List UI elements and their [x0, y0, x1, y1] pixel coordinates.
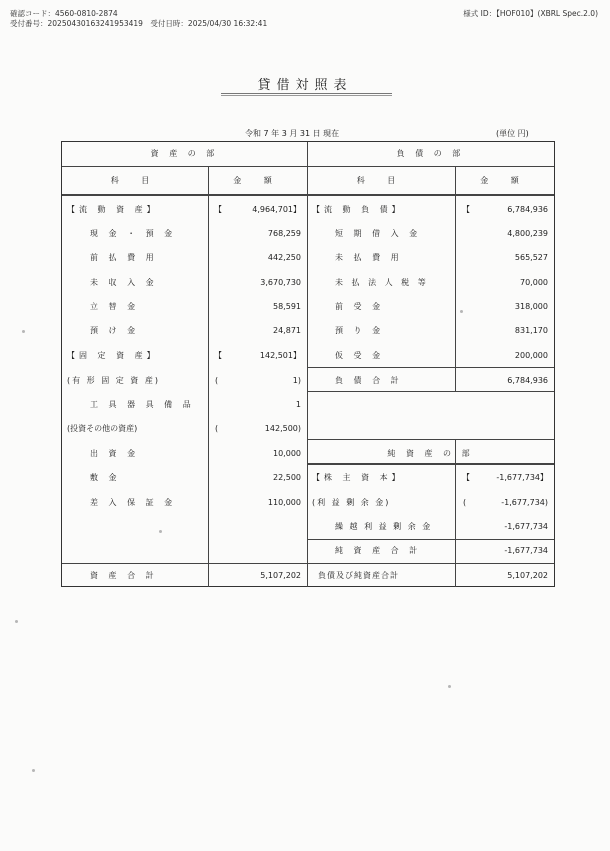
scan-speck — [32, 769, 35, 772]
liability-label: 【流 動 負 債】 — [312, 205, 404, 214]
title-underline — [221, 93, 392, 94]
form-id: 様式 ID：【HOF010】(XBRL Spec.2.0) — [463, 9, 598, 18]
scan-speck — [460, 310, 463, 313]
net-assets-total-label: 純 資 産 合 計 — [335, 546, 422, 555]
liability-label: 預 り 金 — [335, 326, 385, 335]
net-asset-amount: -1,677,734) — [501, 498, 548, 507]
asset-bracket: 【 — [214, 351, 222, 360]
asset-amount: 24,871 — [273, 326, 301, 335]
net-asset-bracket: ( — [463, 498, 467, 507]
asset-amount: 142,501】 — [259, 351, 301, 360]
liabilities-item-header: 科 目 — [356, 176, 406, 185]
divider — [307, 463, 554, 465]
net-asset-amount: -1,677,734 — [504, 522, 548, 531]
asset-label: 出 資 金 — [90, 449, 140, 458]
asset-amount: 142,500) — [264, 424, 301, 433]
asset-label: 【固 定 資 産】 — [67, 351, 159, 360]
liability-label: 未 払 法 人 税 等 — [335, 278, 429, 287]
asset-amount: 110,000 — [267, 498, 301, 507]
asset-bracket: ( — [215, 424, 219, 433]
assets-item-header: 科 目 — [110, 176, 160, 185]
divider — [455, 439, 456, 587]
asset-amount: 22,500 — [273, 473, 301, 482]
divider — [307, 142, 308, 587]
document-header-left — [10, 9, 267, 29]
asset-amount: 3,670,730 — [260, 278, 301, 287]
scan-speck — [22, 330, 25, 333]
title-underline-2 — [221, 95, 392, 96]
divider — [307, 539, 554, 540]
asset-label: 差 入 保 証 金 — [90, 498, 177, 507]
liability-amount: 831,170 — [514, 326, 548, 335]
divider — [307, 391, 554, 392]
scan-speck — [15, 620, 18, 623]
asset-amount: 768,259 — [267, 229, 301, 238]
assets-total-amount: 5,107,202 — [260, 571, 301, 580]
asset-label: 前 払 費 用 — [90, 253, 158, 262]
divider — [208, 166, 209, 587]
liabilities-section-title: 負 債 の 部 — [396, 149, 465, 158]
net-assets-total-amount: -1,677,734 — [504, 546, 548, 555]
currency-unit: (単位 円) — [496, 129, 529, 138]
scan-speck — [159, 530, 162, 533]
divider — [455, 166, 456, 391]
net-asset-label: (利 益 剰 余 金) — [312, 498, 391, 507]
liabilities-total-amount: 6,784,936 — [507, 376, 548, 385]
liability-amount: 70,000 — [520, 278, 548, 287]
as-of-date: 令和 7 年 3 月 31 日 現在 — [245, 129, 340, 138]
liability-bracket: 【 — [462, 205, 470, 214]
net-asset-bracket: 【 — [462, 473, 470, 482]
liability-amount: 200,000 — [514, 351, 548, 360]
asset-label: 立 替 金 — [90, 302, 140, 311]
asset-bracket: ( — [215, 376, 219, 385]
divider — [62, 166, 554, 167]
liability-label: 短 期 借 入 金 — [335, 229, 422, 238]
asset-label: 現 金 ・ 預 金 — [90, 229, 177, 238]
asset-bracket: 【 — [214, 205, 222, 214]
liability-amount: 4,800,239 — [507, 229, 548, 238]
assets-section-title: 資 産 の 部 — [150, 149, 219, 158]
asset-amount: 4,964,701】 — [252, 205, 301, 214]
asset-label: 工 具 器 具 備 品 — [90, 400, 195, 409]
page-title: 貸借対照表 — [257, 78, 353, 93]
asset-label: 【流 動 資 産】 — [67, 205, 159, 214]
liability-amount: 6,784,936 — [507, 205, 548, 214]
divider — [307, 367, 554, 368]
confirm-code: 確認コード：4560-0810-2874 — [10, 9, 118, 18]
asset-amount: 58,591 — [273, 302, 301, 311]
divider — [307, 439, 554, 440]
scan-speck — [448, 685, 451, 688]
net-asset-amount: -1,677,734】 — [496, 473, 548, 482]
asset-amount: 1 — [295, 400, 301, 409]
liability-label: 仮 受 金 — [335, 351, 385, 360]
liability-amount: 318,000 — [514, 302, 548, 311]
balance-sheet-table — [61, 141, 555, 587]
liability-label: 前 受 金 — [335, 302, 385, 311]
divider — [62, 194, 554, 196]
grand-total-amount: 5,107,202 — [507, 571, 548, 580]
liabilities-total-label: 負 債 合 計 — [335, 376, 403, 385]
receipt-number: 受付番号：20250430163241953419 受付日時：2025/04/30 16:32:41 — [10, 19, 268, 28]
asset-amount: 1) — [292, 376, 301, 385]
net-assets-section-title: 純 資 産 の 部 — [387, 449, 474, 458]
divider — [62, 563, 554, 564]
asset-label: 未 収 入 金 — [90, 278, 158, 287]
asset-label: 預 け 金 — [90, 326, 140, 335]
net-asset-label: 【株 主 資 本】 — [312, 473, 404, 482]
asset-label: (有 形 固 定 資 産) — [67, 376, 160, 385]
liability-label: 未 払 費 用 — [335, 253, 403, 262]
liability-amount: 565,527 — [514, 253, 548, 262]
asset-amount: 10,000 — [273, 449, 301, 458]
assets-amount-header: 金 額 — [233, 176, 282, 185]
asset-label: 敷 金 — [90, 473, 121, 482]
grand-total-label: 負債及び純資産合計 — [318, 571, 399, 580]
asset-label: (投資その他の資産) — [67, 424, 138, 433]
assets-total-label: 資 産 合 計 — [90, 571, 158, 580]
net-asset-label: 繰 越 利 益 剰 余 金 — [335, 522, 433, 531]
liabilities-amount-header: 金 額 — [480, 176, 529, 185]
asset-amount: 442,250 — [267, 253, 301, 262]
